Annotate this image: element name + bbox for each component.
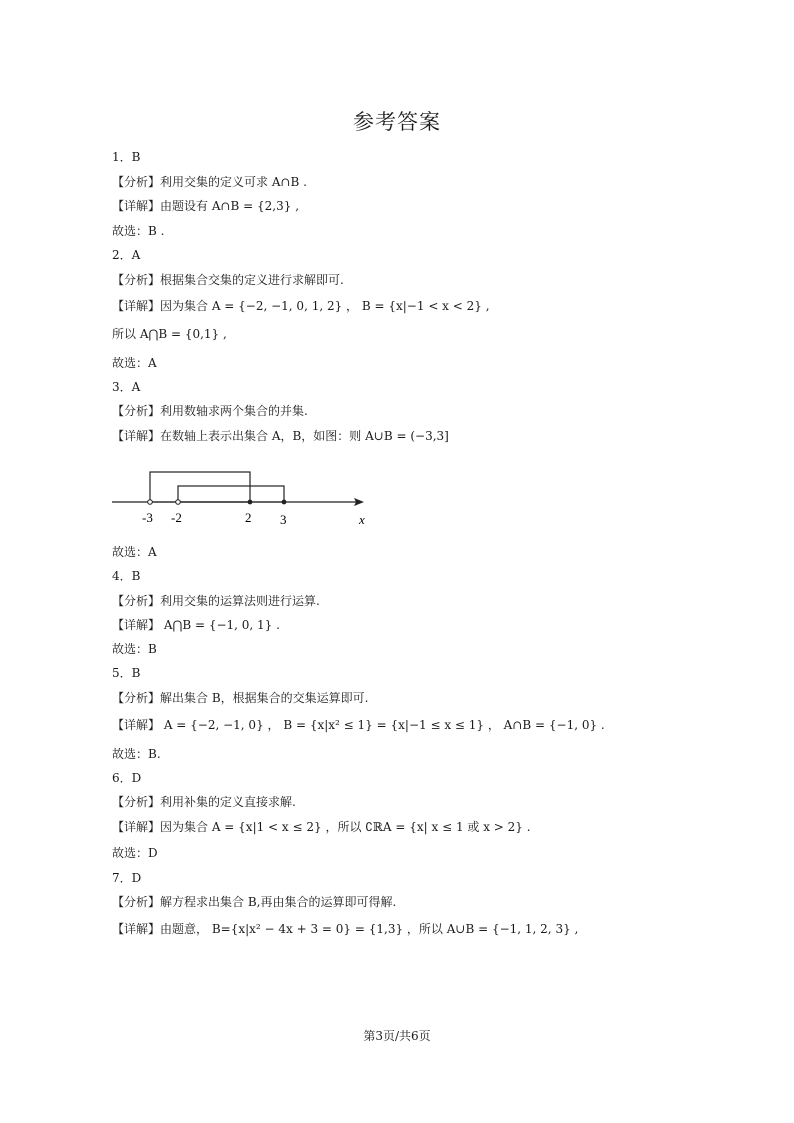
choice-line: 故选：A: [112, 356, 157, 370]
solution-line: 【详解】因为集合 A = {x|1 < x ≤ 2} ，所以 ∁ℝA = {x| x ≤ 1 或 x > 2} .: [112, 820, 531, 834]
tick-label: 2: [245, 510, 252, 525]
answer-line: 4．B: [112, 569, 141, 583]
page-title: 参考答案: [353, 110, 441, 134]
choice-line: 故选：B.: [112, 747, 161, 761]
set-a-bracket: [150, 472, 250, 502]
solution-line: 【详解】在数轴上表示出集合 A，B，如图：则 A∪B = (−3,3]: [112, 429, 449, 443]
solution-line: 【详解】由题意， B={x|x² − 4x + 3 = 0} = {1,3} ，所以 A∪B = {−1, 1, 2, 3} ,: [112, 922, 579, 936]
answer-line: 2．A: [112, 248, 141, 262]
axis-label: x: [359, 512, 365, 527]
choice-line: 故选：A: [112, 545, 157, 559]
analysis-line: 【分析】根据集合交集的定义进行求解即可.: [112, 273, 344, 287]
answer-line: 7．D: [112, 871, 142, 885]
choice-line: 故选：D: [112, 846, 158, 860]
answer-line: 5．B: [112, 666, 141, 680]
tick-label: -3: [142, 510, 153, 525]
number-line-diagram: [108, 462, 378, 530]
closed-point-2: [248, 500, 253, 505]
answer-line: 1．B: [112, 150, 141, 164]
analysis-line: 【分析】利用数轴求两个集合的并集.: [112, 404, 308, 418]
analysis-line: 【分析】解方程求出集合 B,再由集合的运算即可得解.: [112, 895, 397, 909]
tick-label: 3: [280, 512, 287, 527]
solution-line: 【详解】因为集合 A = {−2, −1, 0, 1, 2} ， B = {x|−1 < x < 2} ,: [112, 299, 490, 313]
choice-line: 故选：B: [112, 642, 157, 656]
analysis-line: 【分析】利用补集的定义直接求解.: [112, 795, 296, 809]
analysis-line: 【分析】利用交集的运算法则进行运算.: [112, 594, 320, 608]
open-point-minus-2: [176, 500, 181, 505]
page-footer: 第3页/共6页: [363, 1029, 431, 1043]
choice-line: 故选：B .: [112, 224, 165, 238]
closed-point-3: [282, 500, 287, 505]
solution-line: 【详解】由题设有 A∩B = {2,3} ,: [112, 199, 300, 213]
solution-line: 【详解】 A = {−2, −1, 0} ， B = {x|x² ≤ 1} = {x|−1 ≤ x ≤ 1} ， A∩B = {−1, 0} .: [112, 718, 605, 732]
analysis-line: 【分析】解出集合 B，根据集合的交集运算即可.: [112, 691, 369, 705]
solution-line: 所以 A⋂B = {0,1} ,: [112, 327, 227, 341]
answer-line: 6．D: [112, 771, 142, 785]
open-point-minus-3: [148, 500, 153, 505]
analysis-line: 【分析】利用交集的定义可求 A∩B .: [112, 175, 307, 189]
solution-line: 【详解】 A⋂B = {−1, 0, 1} .: [112, 618, 280, 632]
set-b-bracket: [178, 486, 284, 502]
tick-label: -2: [171, 510, 182, 525]
answer-line: 3．A: [112, 380, 141, 394]
